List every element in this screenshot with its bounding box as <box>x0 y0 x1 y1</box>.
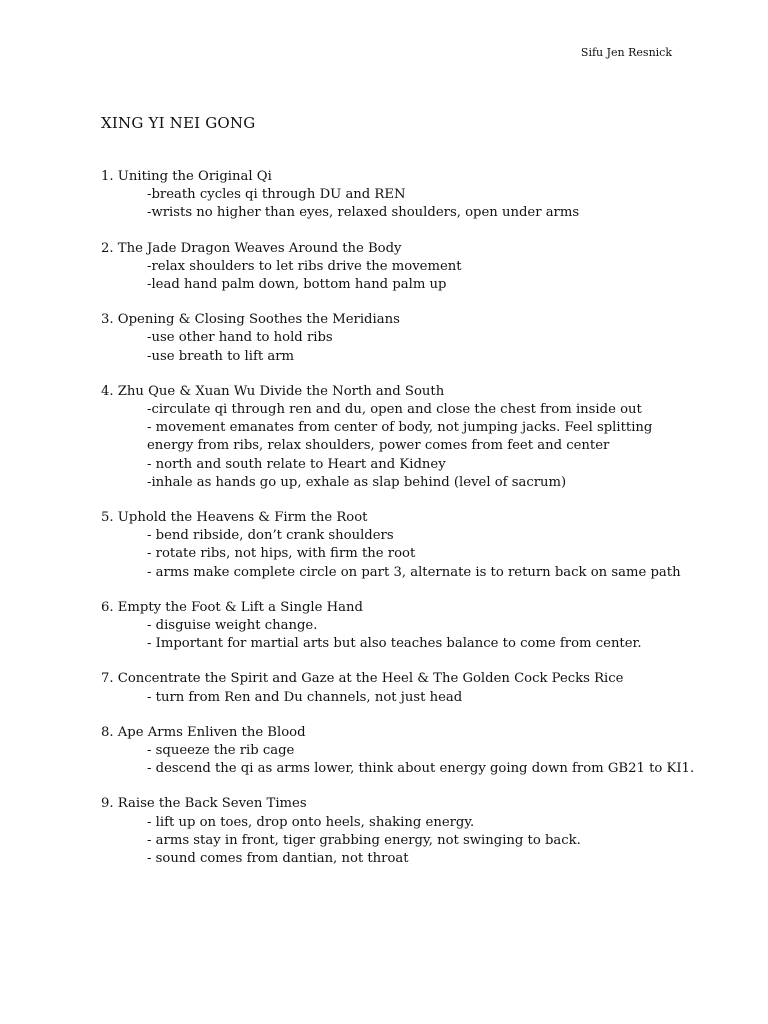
section-6 <box>101 599 681 654</box>
document-title: XING YI NEI GONG <box>101 114 256 132</box>
section-heading: 2. The Jade Dragon Weaves Around the Body <box>101 240 402 256</box>
section-9 <box>101 795 681 868</box>
section-note: - disguise weight change. <box>147 618 318 634</box>
section-note: - squeeze the rib cage <box>147 743 295 759</box>
section-note: -use other hand to hold ribs <box>147 330 333 346</box>
section-8 <box>101 724 695 779</box>
section-note: - Important for martial arts but also teaches balance to come from center. <box>147 636 642 652</box>
section-heading: 7. Concentrate the Spirit and Gaze at the Heel & The Golden Cock Pecks Rice <box>101 671 624 687</box>
section-2 <box>101 240 681 295</box>
section-heading: 3. Opening & Closing Soothes the Meridians <box>101 312 400 328</box>
section-note: energy from ribs, relax shoulders, power comes from feet and center <box>147 438 610 454</box>
section-1 <box>101 168 681 223</box>
section-heading: 8. Ape Arms Enliven the Blood <box>101 724 306 740</box>
section-note: -use breath to lift arm <box>147 348 295 364</box>
section-note: -relax shoulders to let ribs drive the movement <box>147 258 462 274</box>
section-heading: 5. Uphold the Heavens & Firm the Root <box>101 510 368 526</box>
section-note: - bend ribside, don’t crank shoulders <box>147 528 394 544</box>
section-note: - arms make complete circle on part 3, alternate is to return back on same path <box>147 564 681 580</box>
section-note: -wrists no higher than eyes, relaxed shoulders, open under arms <box>147 205 580 221</box>
section-heading: 4. Zhu Que & Xuan Wu Divide the North and South <box>101 383 445 399</box>
section-7 <box>101 670 681 706</box>
section-note: - lift up on toes, drop onto heels, shaking energy. <box>147 814 475 830</box>
section-note: - rotate ribs, not hips, with firm the root <box>147 546 416 562</box>
section-note: -circulate qi through ren and du, open and close the chest from inside out <box>147 402 642 418</box>
section-note: -lead hand palm down, bottom hand palm up <box>147 277 447 293</box>
section-note: - sound comes from dantian, not throat <box>147 851 409 867</box>
section-note: - movement emanates from center of body, not jumping jacks. Feel splitting <box>147 420 653 436</box>
section-5 <box>101 509 681 582</box>
section-note: - turn from Ren and Du channels, not just head <box>147 689 463 705</box>
section-note: - descend the qi as arms lower, think about energy going down from GB21 to KI1. <box>147 761 695 777</box>
section-4 <box>101 383 681 492</box>
section-note: -inhale as hands go up, exhale as slap behind (level of sacrum) <box>147 474 567 490</box>
document-body <box>101 168 695 885</box>
author-name: Sifu Jen Resnick <box>580 46 672 59</box>
section-note: - north and south relate to Heart and Kidney <box>147 456 446 472</box>
section-heading: 9. Raise the Back Seven Times <box>101 796 307 812</box>
section-3 <box>101 311 681 366</box>
section-heading: 1. Uniting the Original Qi <box>101 169 272 184</box>
section-heading: 6. Empty the Foot & Lift a Single Hand <box>101 599 363 615</box>
section-note: - arms stay in front, tiger grabbing energy, not swinging to back. <box>147 832 581 848</box>
section-note: -breath cycles qi through DU and REN <box>147 187 406 203</box>
